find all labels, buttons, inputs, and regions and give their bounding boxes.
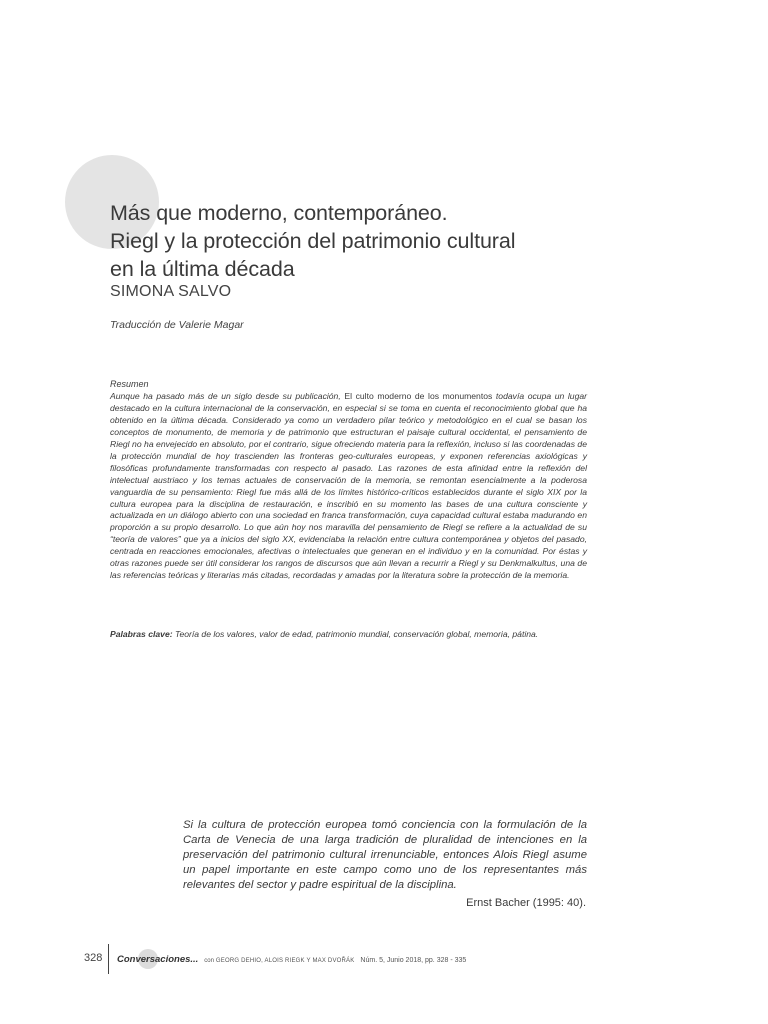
running-footer xyxy=(117,954,466,965)
keywords-label: Palabras clave: xyxy=(110,629,173,639)
issue-info: Núm. 5, Junio 2018, pp. 328 - 335 xyxy=(360,957,467,964)
abstract-cited-title: El culto moderno de los monumentos xyxy=(344,390,493,401)
footer-divider xyxy=(108,944,109,974)
title-line-3: en la última década xyxy=(110,257,295,281)
abstract-text-part2: todavía ocupa un lugar destacado en la cultura internacional de la conservación, en especial si se toma en cuenta el reconocimiento global que ha obtenido en la última década. Considerado ya como un verdadero pilar teórico y metodológico en el cual se basan los conceptos de monumento, de memoria y de patrimonio que estructuran el paisaje cultural occidental, el pensamiento de Riegl no ha envejecido en absoluto, por el contrario, sigue ofreciendo materia para la reflexión, incluso si las coordenadas de la protección mundial de hoy trascienden las fronteras geo-culturales europeas, y exponen referencias axiológicas y filosóficas profundamente transformadas con respecto al pasado. Las razones de esta afinidad entre la reflexión del intelectual austriaco y los temas actuales de conservación de la memoria, se remontan esencialmente a la poderosa vanguardia de su pensamiento: Riegl fue más allá de los límites histórico-críticos establecidos durante el siglo XIX por la cultura europea para la disciplina de restauración, e inscribió en su momento las bases de una cultura consciente y actualizada en un diálogo abierto con una sociedad en franca transformación, cuya capacidad cultural estaba madurando en proporción a su propio desarrollo. Lo que aún hoy nos maravilla del pensamiento de Riegl se refiere a la actualidad de su “teoría de valores” que ya a inicios del siglo XX, evidenciaba la relación entre cultura contemporánea y objetos del pasado, centrada en reacciones emocionales, afectivas o intelectuales que generan en el individuo y en la comunidad. Por éstas y otras razones puede ser útil considerar los rangos de discursos que aún llevan a recurrir a Riegl y su Denkmalkultus, una de las referencias teóricas y literarias más citadas, recordadas y amadas por la literatura sobre la protección de la memoria. xyxy=(110,390,588,581)
footer-con: con xyxy=(204,958,214,964)
keywords xyxy=(110,628,587,640)
abstract-heading: Resumen xyxy=(110,379,149,389)
abstract xyxy=(110,379,587,582)
keywords-text: Teoría de los valores, valor de edad, patrimonio mundial, conservación global, memoria, pátina. xyxy=(172,629,539,639)
title-line-2: Riegl y la protección del patrimonio cultural xyxy=(110,229,516,253)
footer-names: GEORG DEHIO, ALOIS RIEGK Y MAX DVOŘÁK xyxy=(215,958,355,964)
epigraph-source: Ernst Bacher (1995: 40). xyxy=(466,897,586,909)
epigraph-quote: Si la cultura de protección europea tomó conciencia con la formulación de la Carta de Venecia de una larga tradición de pluralidad de intenciones en la preservación del patrimonio cultural irrenunciable, entonces Alois Riegl asume un papel importante en este campo como uno de los representantes más relevantes del sector y padre espiritual de la disciplina. xyxy=(183,819,587,891)
author-name: SIMONA SALVO xyxy=(110,283,232,300)
journal-name: Conversaciones... xyxy=(117,954,199,965)
page-number: 328 xyxy=(84,952,103,964)
title-line-1: Más que moderno, contemporáneo. xyxy=(110,201,448,225)
article-title xyxy=(110,199,670,283)
translator-credit: Traducción de Valerie Magar xyxy=(110,319,244,331)
abstract-text-part1: Aunque ha pasado más de un siglo desde su publicación, xyxy=(110,390,345,401)
